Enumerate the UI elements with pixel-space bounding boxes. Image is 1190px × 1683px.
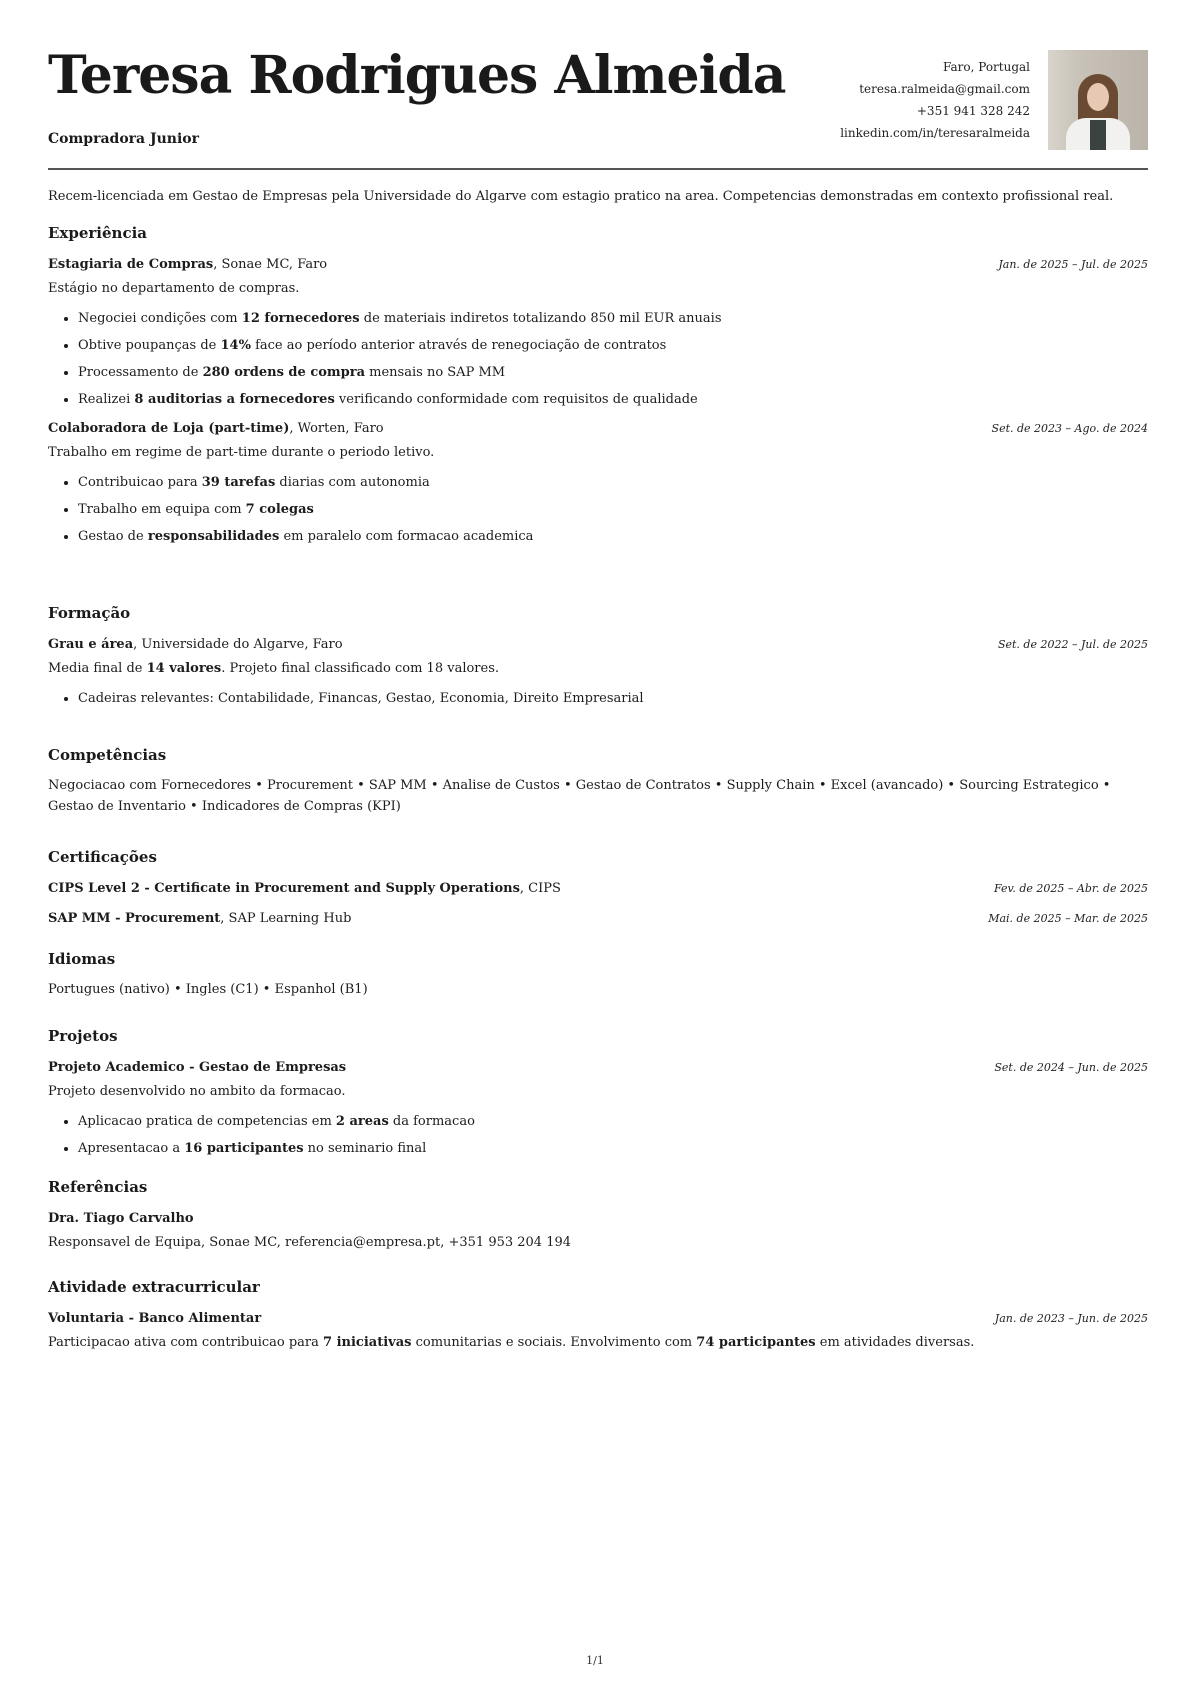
resume-page: [48, 0, 1148, 1350]
certification-date: Fev. de 2025 – Abr. de 2025: [993, 882, 1148, 895]
job-date: Jan. de 2025 – Jul. de 2025: [998, 258, 1148, 271]
candidate-name: Teresa Rodrigues Almeida: [48, 45, 786, 106]
project-date: Set. de 2024 – Jun. de 2025: [994, 1061, 1148, 1074]
list-item: Trabalho em equipa com 7 colegas: [78, 496, 1148, 523]
section-certifications: [48, 848, 1148, 929]
section-extracurricular: [48, 1278, 1148, 1353]
section-title: Idiomas: [48, 950, 116, 968]
section-education: [48, 604, 1148, 712]
candidate-role: Compradora Junior: [48, 131, 199, 147]
contact-linkedin[interactable]: linkedin.com/in/teresaralmeida: [840, 126, 1030, 140]
activity-description: Participacao ativa com contribuicao para 7 iniciativas comunitarias e sociais. Envolvimento com 74 participantes em atividades diversas.: [48, 1335, 975, 1350]
contact-phone: +351 941 328 242: [916, 104, 1030, 118]
section-references: [48, 1178, 1148, 1253]
certification-date: Mai. de 2025 – Mar. de 2025: [988, 912, 1148, 925]
reference-detail: Responsavel de Equipa, Sonae MC, referencia@empresa.pt, +351 953 204 194: [48, 1235, 572, 1250]
job-date: Set. de 2023 – Ago. de 2024: [991, 422, 1148, 435]
project-bullets: [48, 1108, 1148, 1162]
certification-item: SAP MM - Procurement, SAP Learning Hub Mai. de 2025 – Mar. de 2025: [48, 909, 1148, 929]
contact-location: Faro, Portugal: [942, 60, 1030, 74]
section-projects: [48, 1027, 1148, 1162]
job-description: Estágio no departamento de compras.: [48, 281, 300, 296]
list-item: Cadeiras relevantes: Contabilidade, Financas, Gestao, Economia, Direito Empresarial: [78, 685, 1148, 712]
section-title: Competências: [48, 746, 167, 764]
section-languages: [48, 950, 1148, 1000]
project-name: Projeto Academico - Gestao de Empresas: [48, 1060, 347, 1075]
education-bullets: [48, 685, 1148, 712]
contact-email[interactable]: teresa.ralmeida@gmail.com: [859, 82, 1030, 96]
list-item: Gestao de responsabilidades em paralelo com formacao academica: [78, 523, 1148, 550]
section-experience: [48, 224, 1148, 550]
section-title: Experiência: [48, 224, 148, 242]
education-date: Set. de 2022 – Jul. de 2025: [997, 638, 1148, 651]
section-title: Formação: [48, 604, 131, 622]
job-org: , Worten, Faro: [289, 421, 384, 436]
contact-info: [840, 56, 1030, 144]
activity-name: Voluntaria - Banco Alimentar: [48, 1311, 262, 1326]
list-item: Contribuicao para 39 tarefas diarias com autonomia: [78, 469, 1148, 496]
activity-date: Jan. de 2023 – Jun. de 2025: [994, 1312, 1148, 1325]
project-description: Projeto desenvolvido no ambito da formacao.: [48, 1084, 346, 1099]
section-title: Certificações: [48, 848, 157, 866]
section-skills: [48, 746, 1148, 817]
education-description: Media final de 14 valores. Projeto final classificado com 18 valores.: [48, 661, 500, 676]
list-item: Apresentacao a 16 participantes no seminario final: [78, 1135, 1148, 1162]
job-bullets: [48, 305, 1148, 413]
summary-text: Recem-licenciada em Gestao de Empresas pela Universidade do Algarve com estagio pratico na area. Competencias demonstradas em contexto profissional real.: [48, 189, 1114, 204]
certification-item: CIPS Level 2 - Certificate in Procurement and Supply Operations, CIPS Fev. de 2025 – Abr. de 2025: [48, 879, 1148, 899]
job-org: , Sonae MC, Faro: [213, 257, 328, 272]
school: , Universidade do Algarve, Faro: [133, 637, 343, 652]
section-title: Projetos: [48, 1027, 118, 1045]
resume-header: [48, 0, 1148, 170]
list-item: Realizei 8 auditorias a fornecedores verificando conformidade com requisitos de qualidade: [78, 386, 1148, 413]
skills-list: Negociacao com Fornecedores • Procurement • SAP MM • Analise de Custos • Gestao de Contratos • Supply Chain • Excel (avancado) • Sourcing Estrategico • Gestao de Inventario • Indicadores de Compras (KPI): [48, 778, 1111, 814]
job-bullets: [48, 469, 1148, 550]
list-item: Processamento de 280 ordens de compra mensais no SAP MM: [78, 359, 1148, 386]
page-number: 1/1: [586, 1654, 604, 1667]
languages-list: Portugues (nativo) • Ingles (C1) • Espanhol (B1): [48, 982, 368, 997]
job-description: Trabalho em regime de part-time durante o periodo letivo.: [48, 445, 435, 460]
header-divider: [48, 168, 1148, 170]
degree: Grau e área: [48, 637, 134, 652]
experience-item: [48, 419, 1148, 550]
job-title: Estagiaria de Compras: [48, 257, 214, 272]
section-title: Atividade extracurricular: [48, 1278, 260, 1296]
profile-photo: [1048, 50, 1148, 150]
section-title: Referências: [48, 1178, 148, 1196]
reference-name: Dra. Tiago Carvalho: [48, 1211, 194, 1226]
list-item: Obtive poupanças de 14% face ao período anterior através de renegociação de contratos: [78, 332, 1148, 359]
list-item: Aplicacao pratica de competencias em 2 areas da formacao: [78, 1108, 1148, 1135]
list-item: Negociei condições com 12 fornecedores de materiais indiretos totalizando 850 mil EUR anuais: [78, 305, 1148, 332]
experience-item: [48, 255, 1148, 413]
job-title: Colaboradora de Loja (part-time): [48, 421, 290, 436]
